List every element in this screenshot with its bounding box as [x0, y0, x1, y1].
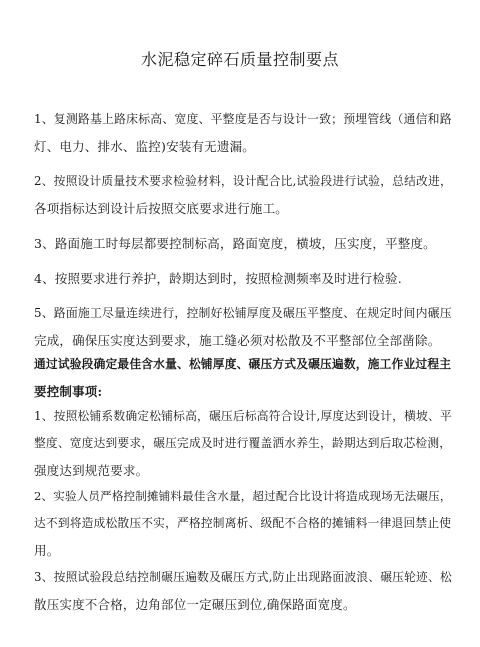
paragraph-line: 各项指标达到设计后按照交底要求进行施工。 — [34, 201, 289, 216]
paragraph-line: 用。 — [34, 543, 60, 558]
paragraph-line: 强度达到规范要求。 — [34, 463, 149, 478]
paragraph-line: 3、按照试验段总结控制碾压遍数及碾压方式,防止出现路面波浪、碾压轮迹、松 — [34, 570, 452, 584]
paragraph-line: 散压实度不合格，边角部位一定碾压到位,确保路面宽度。 — [34, 597, 356, 612]
paragraph-line: 2、实验人员严格控制摊铺料最佳含水量，超过配合比设计将造成现场无法碾压， — [34, 489, 452, 503]
section-heading — [34, 351, 454, 405]
paragraph-line: 4、按照要求进行养护，龄期达到时，按照检测频率及时进行检验. — [34, 271, 402, 286]
paragraph-5 — [34, 300, 454, 354]
paragraph-line: 要控制事项: — [34, 384, 103, 399]
paragraph-line: 5、路面施工尽量连续进行，控制好松铺厚度及碾压平整度、在规定时间内碾压 — [34, 306, 452, 320]
paragraph-2 — [34, 168, 454, 222]
paragraph-8 — [34, 564, 454, 618]
paragraph-line: 整度、宽度达到要求，碾压完成及时进行覆盖洒水养生，龄期达到后取芯检测， — [34, 436, 452, 450]
paragraph-line: 1、复测路基上路床标高、宽度、平整度是否与设计一致；预埋管线（通信和路 — [34, 112, 452, 126]
paragraph-line: 通过试验段确定最佳含水量、松铺厚度、碾压方式及碾压遍数，施工作业过程主 — [34, 357, 452, 371]
paragraph-7 — [34, 483, 454, 564]
paragraph-line: 2、按照设计质量技术要求检验材料，设计配合比,试验段进行试验，总结改进， — [34, 174, 452, 188]
paragraph-6 — [34, 403, 454, 484]
paragraph-line: 完成，确保压实度达到要求，施工缝必须对松散及不平整部位全部凿除。 — [34, 333, 441, 348]
paragraph-line: 达不到将造成松散压不实，严格控制离析、级配不合格的摊铺料一律退回禁止使 — [34, 516, 452, 530]
paragraph-4 — [34, 265, 454, 292]
paragraph-3 — [34, 230, 454, 257]
document-title: 水泥稳定碎石质量控制要点 — [140, 50, 339, 69]
paragraph-1 — [34, 106, 454, 160]
paragraph-line: 灯、电力、排水、监控)安装有无遗漏。 — [34, 139, 255, 154]
paragraph-line: 1、按照松铺系数确定松铺标高，碾压后标高符合设计,厚度达到设计，横坡、平 — [34, 409, 452, 423]
paragraph-line: 3、路面施工时每层都要控制标高，路面宽度，横坡，压实度，平整度。 — [34, 236, 436, 251]
